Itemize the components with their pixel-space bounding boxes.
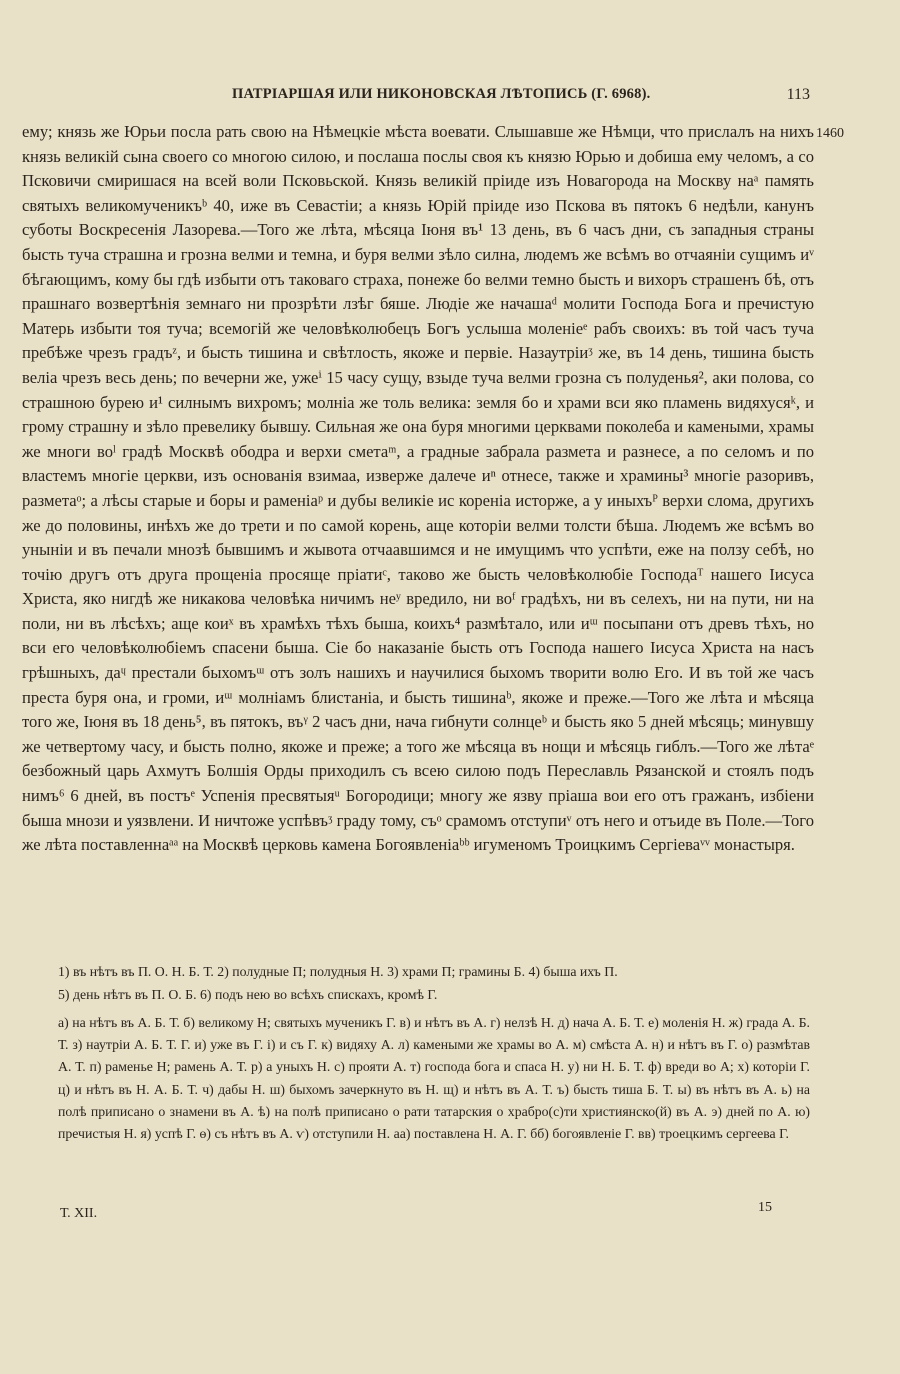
footnote-line: 1) въ нѣтъ въ П. О. Н. Б. Т. 2) полудные П; полудныя Н. 3) храми П; грамины Б. 4) быша ихъ П. — [58, 964, 618, 979]
page-header — [22, 86, 822, 108]
page-footer — [60, 1200, 780, 1226]
volume-label: Т. XII. — [60, 1206, 98, 1221]
page-number: 113 — [786, 86, 810, 103]
variant-footnotes — [58, 1012, 810, 1145]
footnote-line: 5) день нѣтъ въ П. О. Б. 6) подъ нею во всѣхъ спискахъ, кромѣ Г. — [58, 987, 438, 1002]
signature-number: 15 — [758, 1200, 772, 1215]
numbered-footnotes — [58, 960, 808, 1006]
main-text — [22, 120, 814, 858]
chronicle-paragraph: ему; князь же Юрьи посла рать свою на Нѣмецкіе мѣста воевати. Слышавше же Нѣмци, что прислалъ на нихъ князь великій сына своего со многою силою, и послаша послы своя къ князю Юрью и добиша ему челомъ, а со Псковичи смиришася на всей воли Псковьской. Князь великій пріиде изъ Новагорода на Москву наᵃ память святыхъ великомученикъᵇ 40, иже въ Севастіи; а князь Юрій пріиде изо Пскова въ пятокъ 6 недѣли, канунъ суботы Воскресенія Лазорева.—Того же лѣта, мѣсяца Іюня въ¹ 13 день, въ 6 часъ дни, съ западныя страны бысть туча страшна и грозна велми и темна, и буря велми зѣло силна, людемъ же всѣмъ во отчаяніи сущимъ иᵛ бѣгающимъ, кому бы гдѣ избыти отъ таковаго страха, понеже бо велми темно бысть и вихоръ страшенъ бѣ, отъ прашнаго возвертѣнія земнаго ни прозрѣти лзѣᴦ бяше. Людіе же начашаᵈ молити Господа Бога и пречистую Матерь избыти тоя туча; всемогій же человѣколюбецъ Богъ услыша моленіеᵉ рабъ своихъ: въ той часъ туча пребѣже чрезъ градъᶻ, и бысть тишина и свѣтлость, якоже и первіе. Назаутріиᶾ же, въ 14 день, тишина бысть веліа чрезъ весь день; по вечерни же, ужеⁱ 15 часу сущу, взыде туча велми грозна съ полуденья², аки полова, со страшною бурею и¹ силнымъ вихромъ; молніа же толь велика: земля бо и храми вси яко пламень видяхусяᵏ, и грому страшну и зѣло превелику бывшу. Сильная же она буря многими церквами поколеба и камеными, храмы же многи воˡ градѣ Москвѣ ободра и верхи сметаᵐ, а градные забрала размета и разнесе, а по селомъ и по властемъ многіе церкви, изъ основанія взимаа, изверже далече иⁿ отнесе, также и храмины³ многіе разоривъ, разметаᵒ; а лѣсы старые и боры и раменіаᵖ и дубы великіе ис кореніа исторже, а у иныхъᴾ верхи слома, другихъ же до половины, инѣхъ же до трети и по самой корень, аще которіи велми толсти бѣша. Людемъ же всѣмъ во унынiи и въ печали мнозѣ бывшимъ и жывота отчаавшимся и не имущимъ что успѣти, еже на ползу себѣ, но точію другъ отъ друга прощеніа просяще пріатиᶜ, таково же бысть человѣколюбіе Господаᵀ нашего Іисуса Христа, яко нигдѣ же никакова человѣка ничимъ неʸ вредило, ни воᶠ градѣхъ, ни въ селехъ, ни на пути, ни на поли, ни въ лѣсѣхъ; аще коиˣ въ храмѣхъ тѣхъ быша, коихъ⁴ размѣтало, или иᵚ посыпани отъ древъ тѣхъ, но вси его человѣколюбіемъ спасени быша. Сіе бо наказаніе бысть отъ Господа нашего Іисуса Христа на насъ грѣшныхъ, даᶣ престали быхомъᵚ отъ золъ нашихъ и научилися быхомъ творити волю Его. И въ той же часъ преста буря она, и громи, иᵚ молніамъ блистаніа, и бысть тишинаᵇ, якоже и преже.—Того же лѣта и мѣсяца того же, Іюня въ 18 день⁵, въ пятокъ, въᵞ 2 часъ дни, нача гибнути солнцеᵇ и бысть яко 5 дней мѣсяць; минувшу же четвертому часу, и бысть полно, якоже и преже; а того же мѣсяца въ нощи и мѣсяць гиблъ.—Того же лѣтаᵉ безбожный царь Ахмутъ Болшія Орды приходилъ съ всею силою подъ Переславль Рязанской и стоялъ подъ нимъ⁶ 6 дней, въ постъᵉ Успенія пресвятыяᵘ Богородици; многу же язву пріаша вои его отъ гражанъ, избіени быша мнози и уязвлени. И ничтоже успѣвъᶾ граду тому, съᵒ срамомъ отступиᵛ отъ него и отъиде въ Поле.—Того же лѣта поставленнаᵃᵃ на Москвѣ церковь камена Богоявленіаᵇᵇ игуменомъ Троицкимъ Сергіеваᵛᵛ монастыря. — [22, 122, 814, 855]
running-title: ПАТРІАРШАЯ ИЛИ НИКОНОВСКАЯ ЛѢТОПИСЬ (Г. 6968). — [232, 86, 651, 102]
margin-year: 1460 — [816, 126, 844, 141]
variant-readings: а) на нѣтъ въ А. Б. Т. б) великому Н; святыхъ мученикъ Г. в) и нѣтъ въ А. г) нелзѣ Н. д) нача А. Б. Т. е) моленія Н. ж) града А. Б. Т. з) наутріи А. Б. Т. Г. и) уже въ Г. і) и съ Г. к) видяху А. л) камеными же храмы во А. м) смѣста А. н) и нѣтъ въ Г. о) размѣтав А. Т. п) раменье Н; рамень А. Т. р) а уныхъ Н. с) прояти А. т) господа бога и спаса Н. у) ни Н. Б. Т. ф) вреди во А; х) которіи Г. ц) и нѣтъ въ Н. А. Б. Т. ч) дабы Н. ш) быхомъ зачеркнуто въ Н. щ) и нѣтъ въ А. Т. ъ) бысть тиша Б. Т. ы) въ нѣтъ въ А. ь) на полѣ приписано о знамени въ А. ѣ) на полѣ приписано о рати татарския о храбро(с)ти християнско(й) въ А. э) дней по А. ю) пречистыя Н. я) успѣ Г. ѳ) съ нѣтъ въ А. ѵ) отступили Н. аа) поставлена Н. А. Г. бб) богоявленіе Г. вв) троецкимъ сергеева Г. — [58, 1015, 810, 1142]
